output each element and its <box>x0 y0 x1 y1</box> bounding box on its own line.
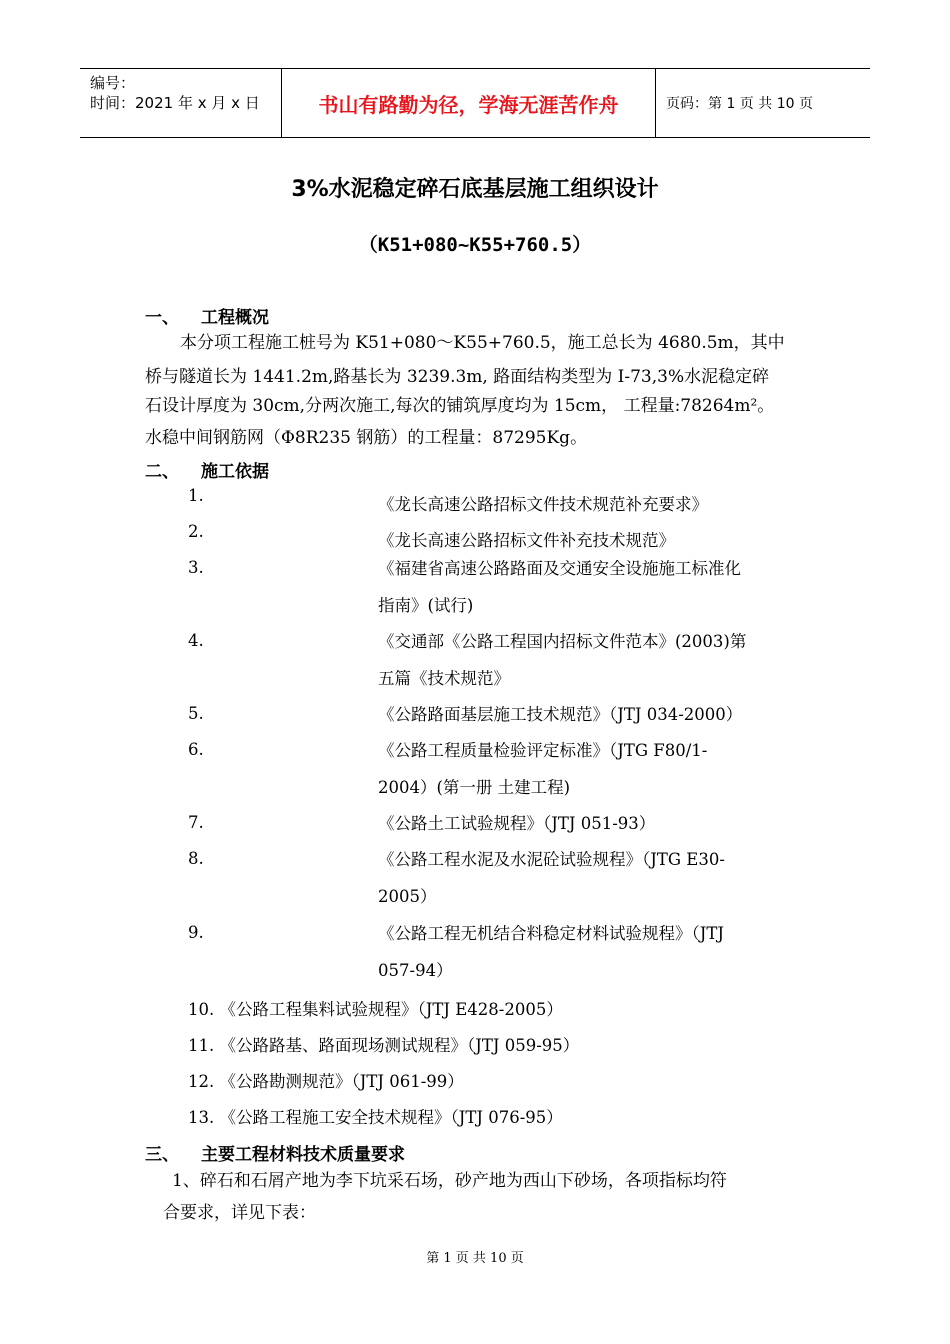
section-number: 二、 <box>145 462 179 482</box>
reference-text: 《公路工程无机结合料稳定材料试验规程》（JTJ <box>378 924 724 943</box>
reference-text-cont: 指南》(试行) <box>378 596 474 615</box>
reference-text: 《交通部《公路工程国内招标文件范本》(2003)第 <box>378 632 747 651</box>
reference-number: 6. <box>188 740 204 759</box>
reference-text-cont: 五篇《技术规范》 <box>378 669 510 688</box>
reference-number: 2. <box>188 522 204 541</box>
section-heading-1 <box>145 303 269 328</box>
header-meta <box>80 69 282 137</box>
overview-line-1: 本分项工程施工桩号为 K51+080～K55+760.5，施工总长为 4680.5m，其中 <box>180 333 785 353</box>
reference-number: 1. <box>188 486 204 505</box>
reference-number: 7. <box>188 813 204 832</box>
section-heading-3 <box>145 1140 405 1165</box>
number-label: 编号： <box>90 74 136 92</box>
section-title: 工程概况 <box>201 308 269 328</box>
reference-text-cont: 2005） <box>378 887 437 906</box>
section-heading-2 <box>145 457 269 482</box>
header-table <box>80 68 870 138</box>
section-title: 施工依据 <box>201 462 269 482</box>
header-motto: 书山有路勤为径，学海无涯苦作舟 <box>282 69 656 137</box>
header-page-label: 页码：第 1 页 共 10 页 <box>666 96 813 112</box>
materials-line-2: 合要求，详见下表： <box>163 1203 316 1223</box>
reference-text: 《公路工程质量检验评定标准》（JTG F80/1- <box>378 741 708 760</box>
reference-number: 9. <box>188 923 204 942</box>
section-title: 主要工程材料技术质量要求 <box>201 1145 405 1165</box>
reference-item-11: 11. 《公路路基、路面现场测试规程》（JTJ 059-95） <box>188 1036 580 1055</box>
reference-item-10: 10. 《公路工程集料试验规程》（JTJ E428-2005） <box>188 1000 563 1019</box>
time-label: 时间：2021 年 x 月 x 日 <box>90 94 260 112</box>
overview-line-3: 石设计厚度为 30cm,分两次施工,每次的铺筑厚度均为 15cm， 工程量:78264m²。 <box>145 396 775 416</box>
reference-text: 《龙长高速公路招标文件技术规范补充要求》 <box>378 495 708 514</box>
materials-line-1: 1、碎石和石屑产地为李下坑采石场，砂产地为西山下砂场，各项指标均符 <box>172 1171 727 1191</box>
reference-number: 8. <box>188 849 204 868</box>
reference-text: 《福建省高速公路路面及交通安全设施施工标准化 <box>378 559 741 578</box>
page-footer: 第 1 页 共 10 页 <box>426 1251 524 1266</box>
reference-text: 《公路路面基层施工技术规范》（JTJ 034-2000） <box>378 705 743 724</box>
reference-item-13: 13. 《公路工程施工安全技术规程》（JTJ 076-95） <box>188 1108 563 1127</box>
reference-number: 4. <box>188 631 204 650</box>
reference-text: 《龙长高速公路招标文件补充技术规范》 <box>378 531 675 550</box>
reference-text: 《公路土工试验规程》（JTJ 051-93） <box>378 814 656 833</box>
reference-text-cont: 2004）(第一册 土建工程) <box>378 778 571 797</box>
document-title: 3%水泥稳定碎石底基层施工组织设计 <box>291 177 659 202</box>
reference-text-cont: 057-94） <box>378 961 453 980</box>
document-subtitle: （K51+080~K55+760.5） <box>358 234 592 256</box>
reference-number: 3. <box>188 558 204 577</box>
overview-line-2: 桥与隧道长为 1441.2m,路基长为 3239.3m, 路面结构类型为 I-73,3%水泥稳定碎 <box>145 367 770 387</box>
reference-text: 《公路工程水泥及水泥砼试验规程》（JTG E30- <box>378 850 725 869</box>
reference-number: 5. <box>188 704 204 723</box>
section-number: 三、 <box>145 1145 179 1165</box>
reference-item-12: 12. 《公路勘测规范》（JTJ 061-99） <box>188 1072 464 1091</box>
section-number: 一、 <box>145 308 179 328</box>
overview-line-4: 水稳中间钢筋网（Φ8R235 钢筋）的工程量：87295Kg。 <box>145 428 588 448</box>
